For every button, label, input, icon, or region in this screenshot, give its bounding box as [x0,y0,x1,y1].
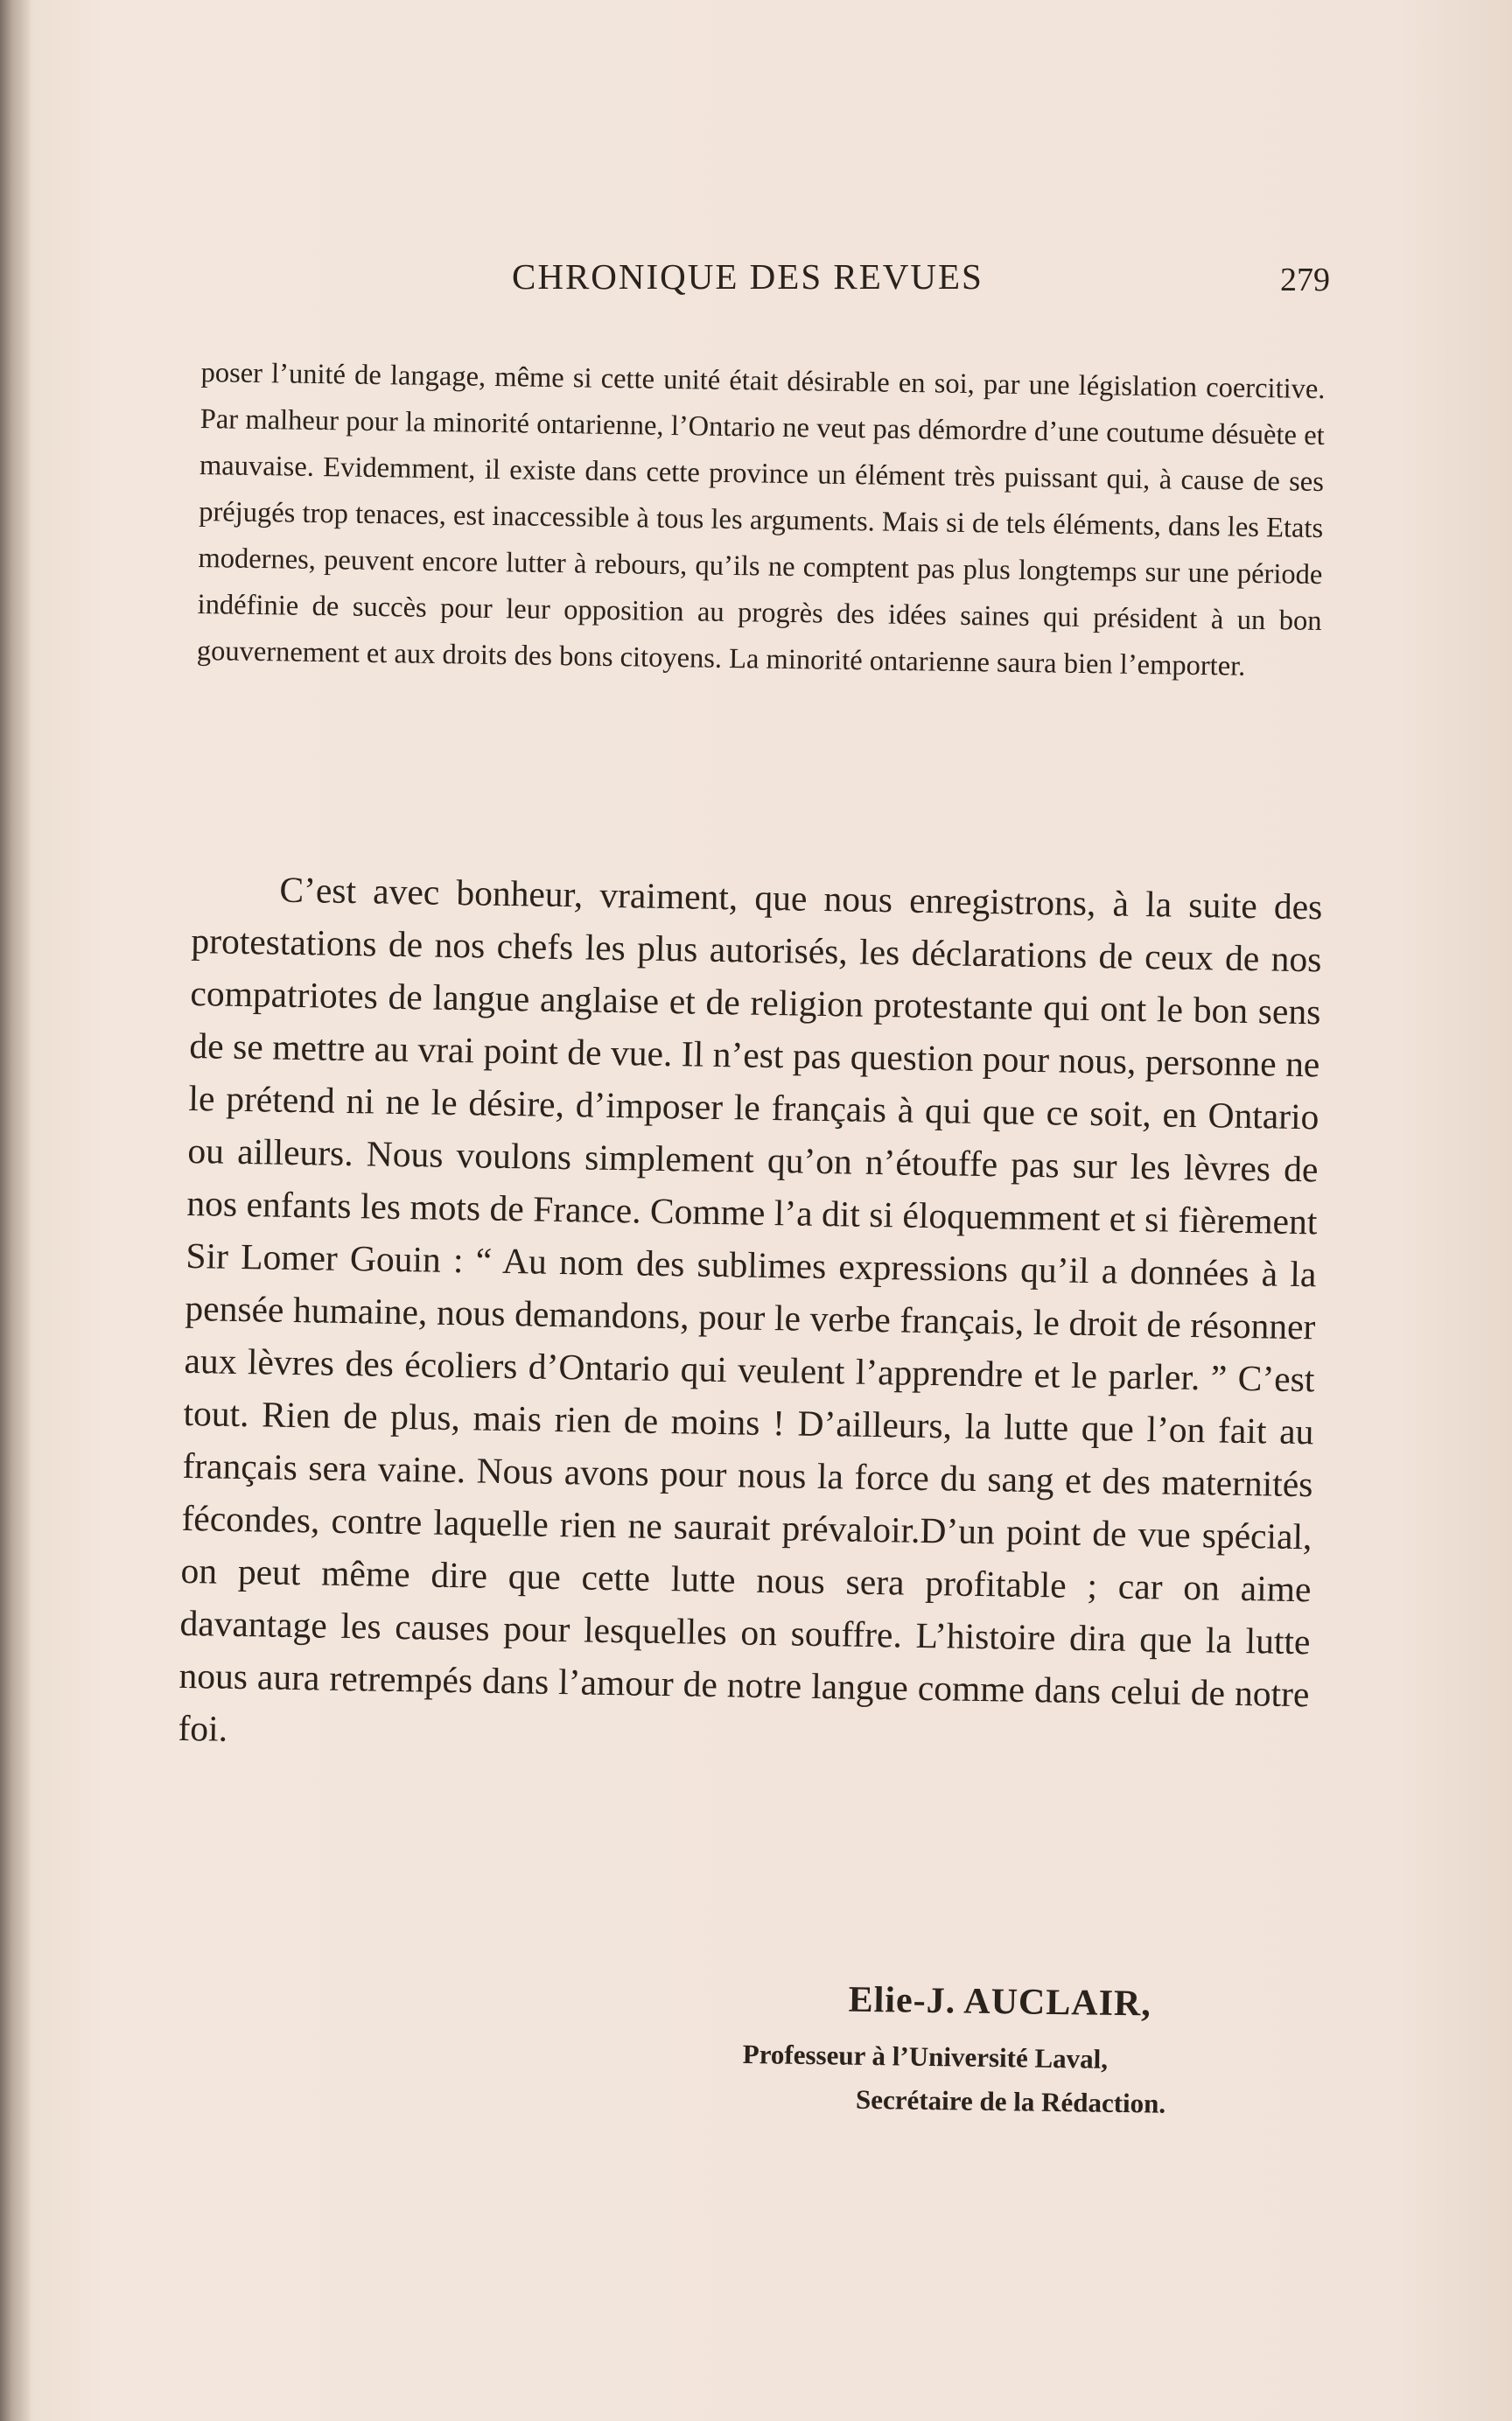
book-gutter-shadow [0,0,30,2421]
running-title: CHRONIQUE DES REVUES [512,256,984,297]
page-header [201,252,1330,304]
page-number: 279 [1280,262,1330,298]
signature-block [742,1977,1286,2119]
paragraph-main: C’est avec bonheur, vraiment, que nous enregistrons, à la suite des protestations de nos chefs les plus autorisés, les déclarations de ceux de nos compatriotes de langue anglaise et de religion protestante qui ont le bon sens de se mettre au vrai point de vue. Il n’est pas question pour nous, personne ne le prétend ni ne le désire, d’imposer le français à qui que ce soit, en Ontario ou ailleurs. Nous voulons simplement qu’on n’étouffe pas sur les lèvres de nos enfants les mots de France. Comme l’a dit si éloquemment et si fièrement Sir Lomer Gouin : “ Au nom des sublimes expressions qu’il a données à la pensée humaine, nous demandons, pour le verbe français, le droit de résonner aux lèvres des écoliers d’Ontario qui veulent l’apprendre et le parler. ” C’est tout. Rien de plus, mais rien de moins ! D’ailleurs, la lutte que l’on fait au français sera vaine. Nous avons pour nous la force du sang et des maternités fécondes, contre laquelle rien ne saurait prévaloir.D’un point de vue spécial, on peut même dire que cette lutte nous sera profitable ; car on aime davantage les causes pour lesquelles on souffre. L’histoire dira que la lutte nous aura retrempés dans l’amour de notre langue comme dans celui de notre foi. [178,869,1323,1749]
author-name: Elie-J. AUCLAIR, [848,1979,1152,2025]
author-title-line-2: Secrétaire de la Rédaction. [855,2083,1166,2119]
author-title-line-1: Professeur à l’Université Laval, [742,2038,1109,2075]
paragraph-continuation: poser l’unité de langage, même si cette unité était désirable en soi, par une législation coercitive. Par malheur pour la minorité ontarienne, l’Ontario ne veut pas démordre d’une coutume désuète et mauvaise. Evidemment, il existe dans cette province un élément très puissant qui, à cause de ses préjugés trop tenaces, est inaccessible à tous les arguments. Mais si de tels éléments, dans les Etats modernes, peuvent encore lutter à rebours, qu’ils ne comptent pas plus longtemps sur une période indéfinie de succès pour leur opposition au progrès des idées saines qui président à un bon gouvernement et aux droits des bons citoyens. La minorité ontarienne saura bien l’emporter. [196,356,1326,682]
